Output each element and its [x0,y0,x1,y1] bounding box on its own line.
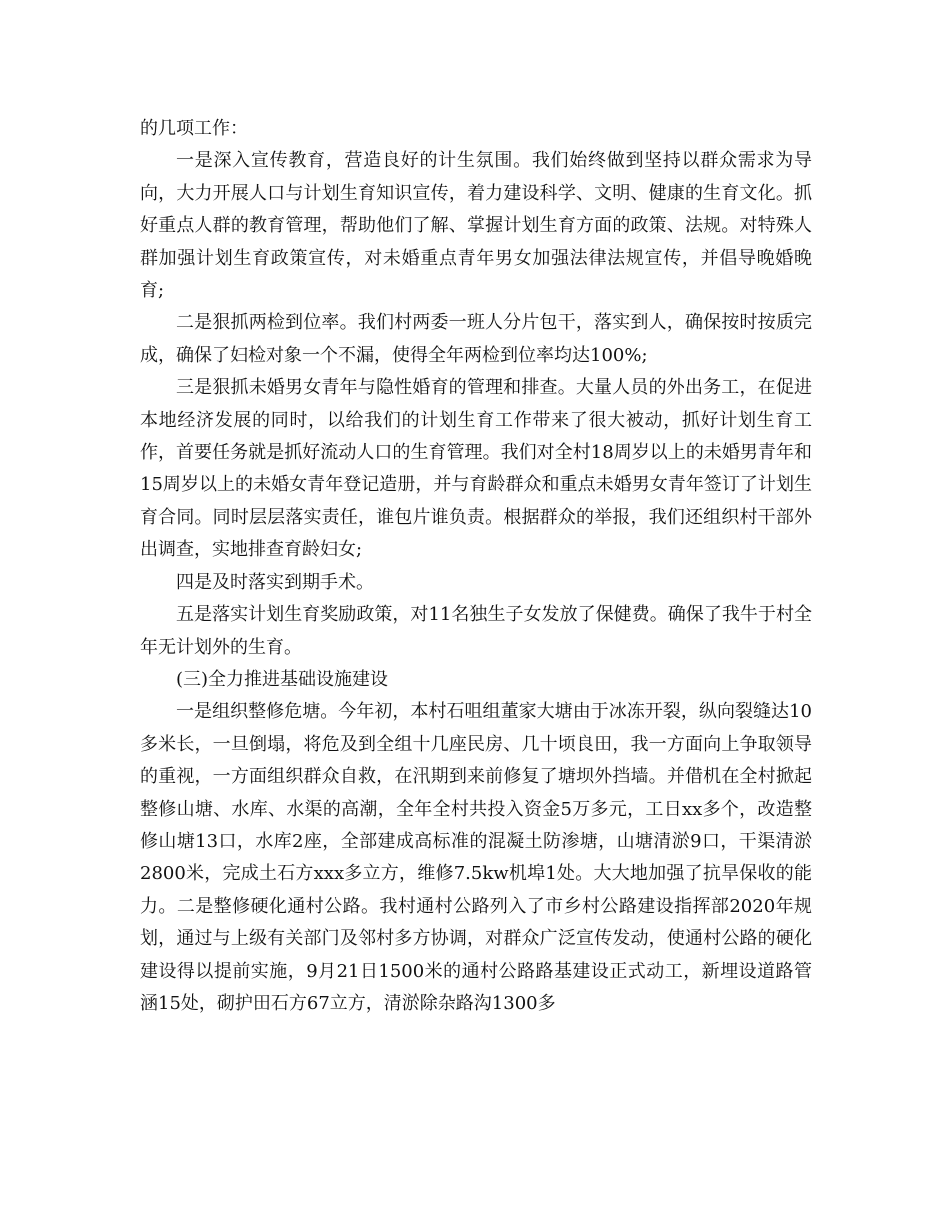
paragraph-intro: 的几项工作： [140,118,248,139]
paragraph-item-4: 四是及时落实到期手术。 [176,571,374,593]
paragraph-item-3: 三是狠抓未婚男女青年与隐性婚育的管理和排查。大量人员的外出务工，在促进本地经济发展的同时，以给我们的计划生育工作带来了很大被动，抓好计划生育工作，首要任务就是抓好流动人口的生育管理。我们对全村18周岁以上的未婚男青年和15周岁以上的未婚女青年登记造册，并与育龄群众和重点未婚男女青年签订了计划生育合同。同时层层落实责任，谁包片谁负责。根据群众的举报，我们还组织村干部外出调查，实地排查育龄妇女; [140,377,812,561]
document-body [140,113,812,1020]
paragraph-infrastructure: 一是组织整修危塘。今年初，本村石咀组董家大塘由于冰冻开裂，纵向裂缝达10多米长，一旦倒塌，将危及到全组十几座民房、几十顷良田，我一方面向上争取领导的重视，一方面组织群众自救，在汛期到来前修复了塘坝外挡墙。并借机在全村掀起整修山塘、水库、水渠的高潮，全年全村共投入资金5万多元，工日xx多个，改造整修山塘13口，水库2座，全部建成高标准的混凝土防渗塘，山塘清淤9口，干渠清淤2800米，完成土石方xxx多立方，维修7.5kw机埠1处。大大地加强了抗旱保收的能力。二是整修硬化通村公路。我村通村公路列入了市乡村公路建设指挥部2020年规划，通过与上级有关部门及邻村多方协调，对群众广泛宣传发动，使通村公路的硬化建设得以提前实施，9月21日1500米的通村公路路基建设正式动工，新埋设道路管涵15处，砌护田石方67立方，清淤除杂路沟1300多 [140,701,812,1014]
paragraph-item-2: 二是狠抓两检到位率。我们村两委一班人分片包干，落实到人，确保按时按质完成，确保了妇检对象一个不漏，使得全年两检到位率均达100%; [140,312,812,366]
paragraph-item-5: 五是落实计划生育奖励政策，对11名独生子女发放了保健费。确保了我牛于村全年无计划外的生育。 [140,604,812,658]
section-heading: (三)全力推进基础设施建设 [176,668,389,690]
paragraph-item-1: 一是深入宣传教育，营造良好的计生氛围。我们始终做到坚持以群众需求为导向，大力开展人口与计划生育知识宣传，着力建设科学、文明、健康的生育文化。抓好重点人群的教育管理，帮助他们了解、掌握计划生育方面的政策、法规。对特殊人群加强计划生育政策宣传，对未婚重点青年男女加强法律法规宣传，并倡导晚婚晚育; [140,150,812,302]
